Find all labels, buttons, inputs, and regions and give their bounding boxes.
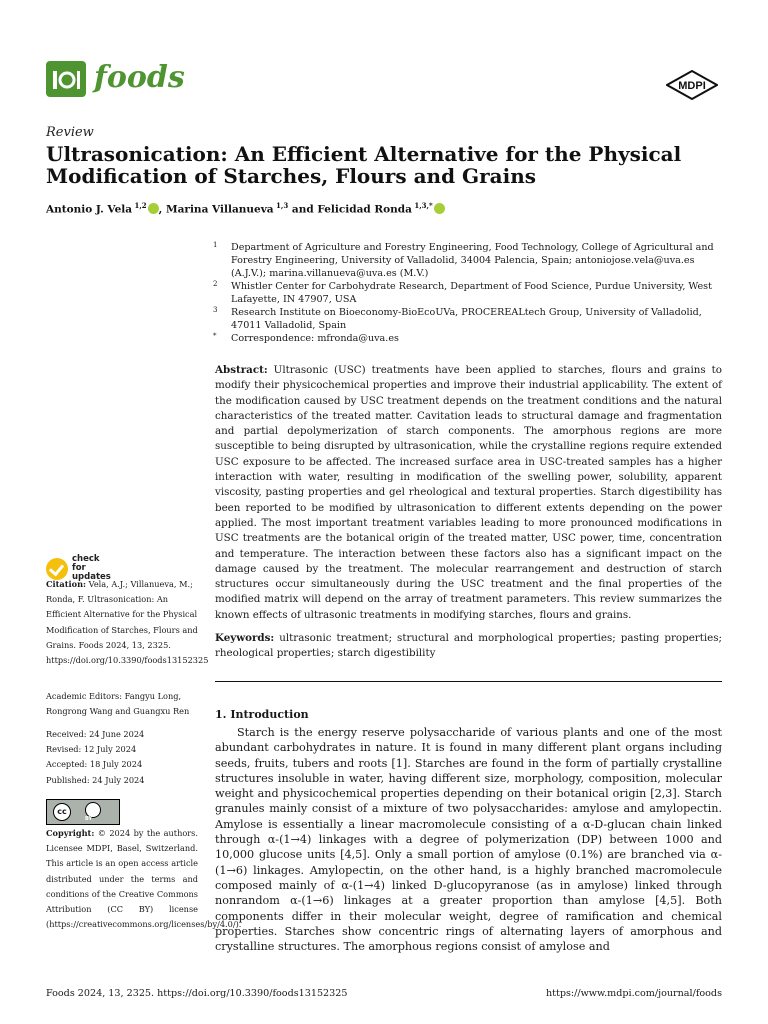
affiliation-number: 1 xyxy=(213,241,218,249)
orcid-icon[interactable] xyxy=(434,203,445,214)
affiliation-text: Department of Agriculture and Forestry Engineering, Food Technology, College of Agricultural and Forestry Engineering, University of Valladolid, 34004 Palencia, Spain; antoniojose.vela@uva.es (A.J.V.); marina.villanueva@uva.es (M.V.) xyxy=(231,242,714,279)
date-line: Published: 24 July 2024 xyxy=(46,774,145,785)
section-divider xyxy=(215,681,722,682)
publication-dates xyxy=(46,727,198,788)
article-title: Ultrasonication: An Efficient Alternative for the Physical Modification of Starches, Flours and Grains xyxy=(46,142,682,188)
author-name: Marina Villanueva xyxy=(165,203,274,216)
svg-text:MDPI: MDPI xyxy=(678,80,706,92)
keywords xyxy=(215,631,722,662)
cc-license-badge[interactable] xyxy=(46,799,120,825)
affiliation-item xyxy=(213,280,723,306)
author-separator: , xyxy=(158,203,166,216)
author-affiliation-marker: 1,2 xyxy=(132,201,147,210)
keywords-text: ultrasonic treatment; structural and morphological properties; pasting properties; rheological properties; starch digestibility xyxy=(215,632,722,660)
journal-name: foods xyxy=(94,60,185,95)
date-line: Revised: 12 July 2024 xyxy=(46,744,137,755)
author-name: Antonio J. Vela xyxy=(46,203,133,216)
license-badge-label: BY xyxy=(85,816,93,822)
introduction-paragraph: Starch is the energy reserve polysaccharide of various plants and one of the most abundant carbohydrates in nature. It is found in many different plant organs including seeds, fruits, tubers and roots [1]. Starches are found in the form of partially crystalline structures insoluble in water, having different size, morphology, composition, molecular weight and physicochemical properties depending on their botanical origin [2,3]. Starch granules mainly consist of a mixture of two polysaccharides: amylose and amylopectin. Amylose is essentially a linear macromolecule consisting of a α-D-glucan chain linked through α-(1→4) linkages with a degree of polymerization (DP) between 1000 and 10,000 glucose units [4,5]. Only a small portion of amylose (0.1%) are branched via α-(1→6) linkages. Amylopectin, on the other hand, is a highly branched macromolecule composed mainly of α-(1→4) linked D-glucopyranose (as in amylose) linked through nonrandom α-(1→6) linkages at a greater proportion than amylose [4,5]. Both components differ in their molecular weight, degree of ramification and chemical properties. Starches show concentric rings of alternating layers of amorphous and crystalline structures. The amorphous regions consist of amylose and xyxy=(215,726,722,954)
affiliation-item xyxy=(213,241,723,280)
affiliation-number: 3 xyxy=(213,306,218,314)
citation xyxy=(46,577,209,668)
citation-label: Citation: xyxy=(46,579,87,589)
affiliations xyxy=(213,241,723,345)
abstract-text: Ultrasonic (USC) treatments have been applied to starches, flours and grains to modify their physicochemical properties and improve their industrial applicability. The extent of the modification caused by USC treatment depends on the treatment conditions and the natural characteristics of the treated matter. Cavitation leads to structural damage and fragmentation and partial depolymerization of starch components. The amorphous regions are more susceptible to being disrupted by ultrasonication, while the crystalline regions require extended USC exposure to be affected. The increased surface area in USC-treated samples has a higher interaction with water, resulting in modification of the swelling power, solubility, apparent viscosity, pasting properties and gel rheological and textural properties. Starch digestibility has been reported to be modified by ultrasonication to different extents depending on the power applied. The most important treatment variables leading to more pronounced modifications in USC treatments are the botanical origin of the treated matter, USC power, time, concentration and temperature. The interaction between these factors also has a significant impact on the damage caused by the treatment. The molecular rearrangement and destruction of starch structures occur simultaneously during the USC treatment and the final properties of the modified matrix will depend on the array of treatment parameters. This review summarizes the known effects of ultrasonic treatments in modifying starches, flours and grains. xyxy=(215,364,722,621)
keywords-label: Keywords: xyxy=(215,632,275,644)
abstract-label: Abstract: xyxy=(215,364,268,376)
affiliation-item xyxy=(213,306,723,332)
affiliation-item xyxy=(213,332,723,345)
citation-text: Vela, A.J.; Villanueva, M.; Ronda, F. Ultrasonication: An Efficient Alternative for the Physical Modification of Starches, Flours and Grains. Foods 2024, 13, 2325. https://doi.org/10.3390/foods13152325 xyxy=(46,579,209,666)
author-affiliation-marker: 1,3 xyxy=(273,201,289,210)
affiliation-text: Whistler Center for Carbohydrate Research, Department of Food Science, Purdue University, West Lafayette, IN 47907, USA xyxy=(231,281,712,305)
publisher-logo xyxy=(666,70,718,100)
check-for-updates-label: check for updates xyxy=(72,554,111,582)
section-heading: 1. Introduction xyxy=(215,708,309,721)
date-line: Received: 24 June 2024 xyxy=(46,729,145,739)
cc-icon: cc xyxy=(53,803,71,821)
orcid-icon[interactable] xyxy=(148,203,159,214)
author-separator: and xyxy=(288,203,318,216)
academic-editors: Academic Editors: Fangyu Long, Rongrong Wang and Guangxu Ren xyxy=(46,691,190,717)
copyright-label: Copyright: xyxy=(46,828,95,838)
author-affiliation-marker: 1,3,* xyxy=(411,201,433,210)
abstract xyxy=(215,363,722,623)
affiliation-text: Correspondence: mfronda@uva.es xyxy=(231,333,399,344)
affiliation-text: Research Institute on Bioeconomy-BioEcoUVa, PROCEREALtech Group, University of Valladolid, 47011 Valladolid, Spain xyxy=(231,307,702,331)
copyright-text: © 2024 by the authors. Licensee MDPI, Basel, Switzerland. This article is an open access article distributed under the terms and conditions of the Creative Commons Attribution (CC BY) license (https://creativecommons.org/licenses/by/4.0/). xyxy=(46,828,242,930)
author-name: Felicidad Ronda xyxy=(317,203,412,216)
author-list xyxy=(46,201,445,216)
copyright xyxy=(46,826,242,932)
date-line: Accepted: 18 July 2024 xyxy=(46,759,143,770)
affiliation-number: 2 xyxy=(213,280,218,288)
affiliation-number: * xyxy=(213,332,217,340)
journal-logo-icon xyxy=(46,61,86,97)
footer-citation: Foods 2024, 13, 2325. https://doi.org/10.3390/foods13152325 xyxy=(46,988,348,999)
footer-journal-link[interactable]: https://www.mdpi.com/journal/foods xyxy=(545,988,722,999)
article-type: Review xyxy=(46,125,94,140)
